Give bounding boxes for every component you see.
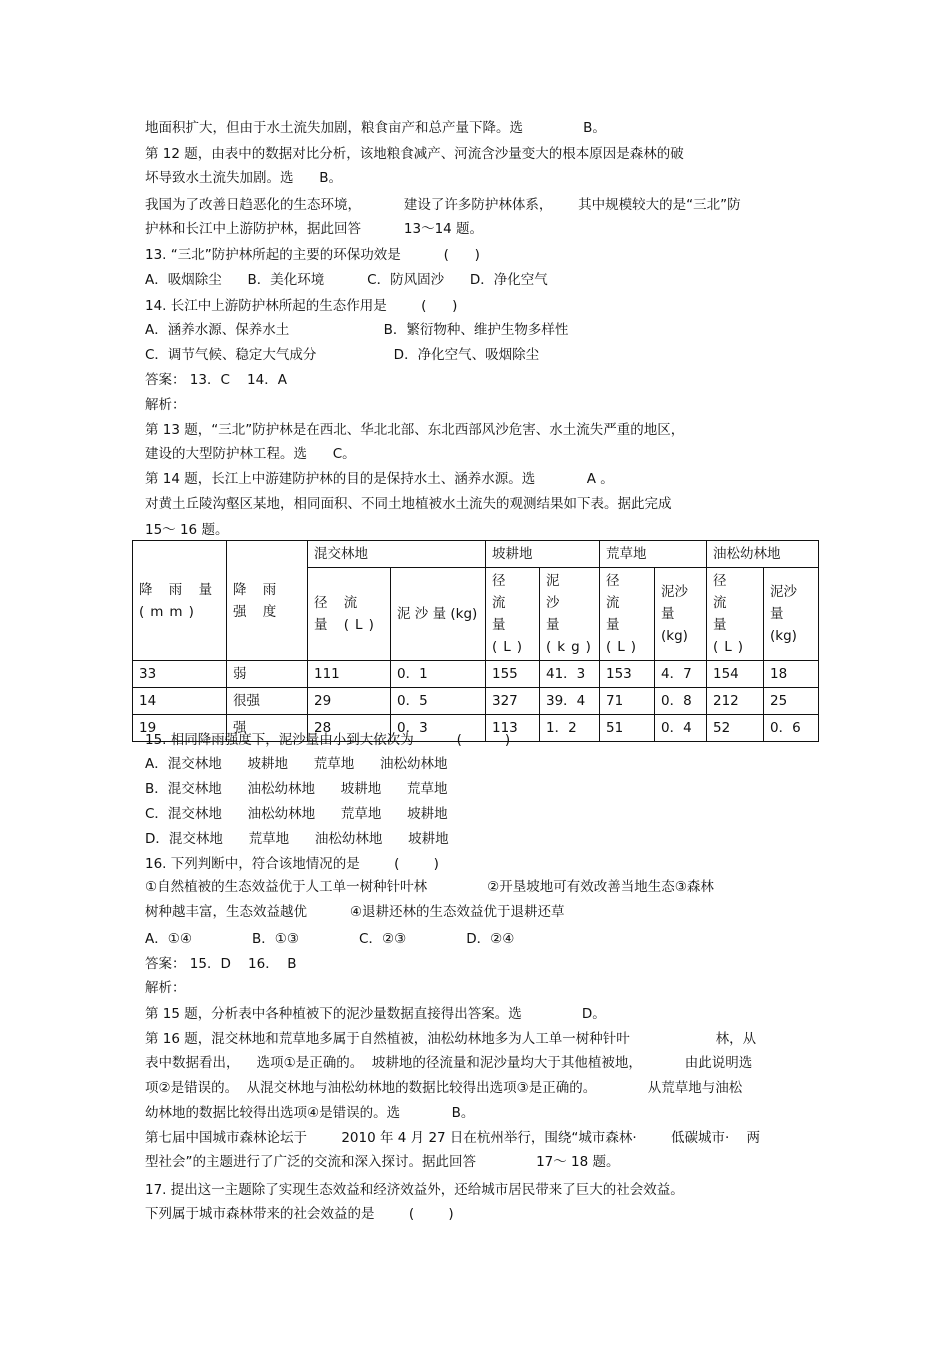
text-line: 第 14 题，长江上中游建防护林的目的是保持水土、涵养水源。选 A 。 [145,471,614,487]
text-line: 第 12 题，由表中的数据对比分析，该地粮食减产、河流含沙量变大的根本原因是森林的破 [145,146,684,162]
cell: 111 [308,661,391,688]
cell: 弱 [227,661,308,688]
question-13: 13. “三北”防护林所起的主要的环保功效是 ( ) [145,247,480,263]
question-15: 15. 相同降雨强度下，泥沙量由小到大依次为 ( ) [145,732,511,748]
cell: 0．6 [764,715,819,742]
cell: 18 [764,661,819,688]
text-line: 第 13 题，“三北”防护林是在西北、华北北部、东北西部风沙危害、水土流失严重的地区， [145,422,685,438]
cell: 28 [308,715,391,742]
table-row [133,688,819,715]
cell: 33 [133,661,227,688]
cell: 154 [707,661,764,688]
analysis-label: 解析： [145,397,186,413]
text-line: 型社会”的主题进行了广泛的交流和深入探讨。据此回答 17～ 18 题。 [145,1154,620,1170]
text-line: 第 16 题，混交林地和荒草地多属于自然植被，油松幼林地多为人工单一树种针叶 林，从 [145,1031,757,1047]
cell: 很强 [227,688,308,715]
header-mixed-forest: 混交林地 [308,541,486,568]
cell: 0．4 [655,715,707,742]
subheader-runoff: 径 流 量(L) [486,568,540,661]
subheader-runoff: 径 流 量(L) [600,568,655,661]
text-line: 地面积扩大，但由于水土流失加剧，粮食亩产和总产量下降。选 B。 [145,120,606,136]
text-line: 护林和长江中上游防护林，据此回答 13～14 题。 [145,221,484,237]
cell: 强 [227,715,308,742]
header-pine-forest: 油松幼林地 [707,541,819,568]
answer-15-16: 答案： 15．D 16． B [145,956,297,972]
text-line: 表中数据看出， 选项①是正确的。 坡耕地的径流量和泥沙量均大于其他植被地， 由此说明选 [145,1055,753,1071]
text-line: 建设的大型防护林工程。选 C。 [145,446,356,462]
header-slope-farmland: 坡耕地 [486,541,600,568]
cell: 41．3 [540,661,600,688]
question-17: 17. 提出这一主题除了实现生态效益和经济效益外，还给城市居民带来了巨大的社会效益。 [145,1182,684,1198]
option-15-a: A．混交林地 坡耕地 荒草地 油松幼林地 [145,756,448,772]
cell: 0．3 [391,715,486,742]
cell: 153 [600,661,655,688]
cell: 1．2 [540,715,600,742]
option-15-d: D．混交林地 荒草地 油松幼林地 坡耕地 [145,831,449,847]
options-13: A．吸烟除尘 B．美化环境 C．防风固沙 D．净化空气 [145,272,548,288]
cell: 29 [308,688,391,715]
options-16: A．①④ B．①③ C．②③ D．②④ [145,931,515,947]
option-15-b: B．混交林地 油松幼林地 坡耕地 荒草地 [145,781,448,797]
text-line: 15～ 16 题。 [145,522,229,538]
subheader-sediment: 泥 沙 量 (kg) [391,568,486,661]
cell: 71 [600,688,655,715]
header-grassland: 荒草地 [600,541,707,568]
question-16: 16. 下列判断中，符合该地情况的是 ( ) [145,856,439,872]
subheader-sediment: 泥沙 量 (kg) [764,568,819,661]
cell: 25 [764,688,819,715]
question-14: 14. 长江中上游防护林所起的生态作用是 ( ) [145,298,458,314]
table-row [133,661,819,688]
text-line: 树种越丰富，生态效益越优 ④退耕还林的生态效益优于退耕还草 [145,904,565,920]
cell: 51 [600,715,655,742]
text-line: 第七届中国城市森林论坛于 2010 年 4 月 27 日在杭州举行，围绕“城市森林· 低碳城市· 两 [145,1130,760,1146]
text-line: 项②是错误的。 从混交林地与油松幼林地的数据比较得出选项③是正确的。 从荒草地与油松 [145,1080,743,1096]
cell: 39．4 [540,688,600,715]
analysis-label: 解析： [145,980,186,996]
cell: 0．8 [655,688,707,715]
observation-table [132,540,819,742]
text-line: 我国为了改善日趋恶化的生态环境， 建设了许多防护林体系， 其中规模较大的是“三北”防 [145,197,741,213]
text-line: 幼林地的数据比较得出选项④是错误的。选 B。 [145,1105,475,1121]
text-line: ①自然植被的生态效益优于人工单一树种针叶林 ②开垦坡地可有效改善当地生态③森林 [145,879,714,895]
answer-13-14: 答案： 13．C 14．A [145,372,287,388]
cell: 52 [707,715,764,742]
cell: 155 [486,661,540,688]
cell: 14 [133,688,227,715]
cell: 327 [486,688,540,715]
options-14-cd: C．调节气候、稳定大气成分 D．净化空气、吸烟除尘 [145,347,540,363]
text-line: 对黄土丘陵沟壑区某地，相同面积、不同土地植被水土流失的观测结果如下表。据此完成 [145,496,672,512]
subheader-sediment: 泥沙 量 (kg) [655,568,707,661]
header-rainfall: 降 雨 量 (mm) [133,541,227,661]
option-15-c: C．混交林地 油松幼林地 荒草地 坡耕地 [145,806,448,822]
subheader-runoff: 径 流 量(L) [707,568,764,661]
cell: 19 [133,715,227,742]
cell: 212 [707,688,764,715]
cell: 0．1 [391,661,486,688]
text-line: 下列属于城市森林带来的社会效益的是 ( ) [145,1206,454,1222]
text-line: 坏导致水土流失加剧。选 B。 [145,170,343,186]
subheader-sediment: 泥 沙 量 (kg) [540,568,600,661]
subheader-runoff: 径 流 量 (L) [308,568,391,661]
text-line: 第 15 题，分析表中各种植被下的泥沙量数据直接得出答案。选 D。 [145,1006,606,1022]
cell: 113 [486,715,540,742]
header-intensity: 降 雨 强 度 [227,541,308,661]
cell: 0．5 [391,688,486,715]
options-14-ab: A．涵养水源、保养水土 B．繁衍物种、维护生物多样性 [145,322,569,338]
cell: 4．7 [655,661,707,688]
